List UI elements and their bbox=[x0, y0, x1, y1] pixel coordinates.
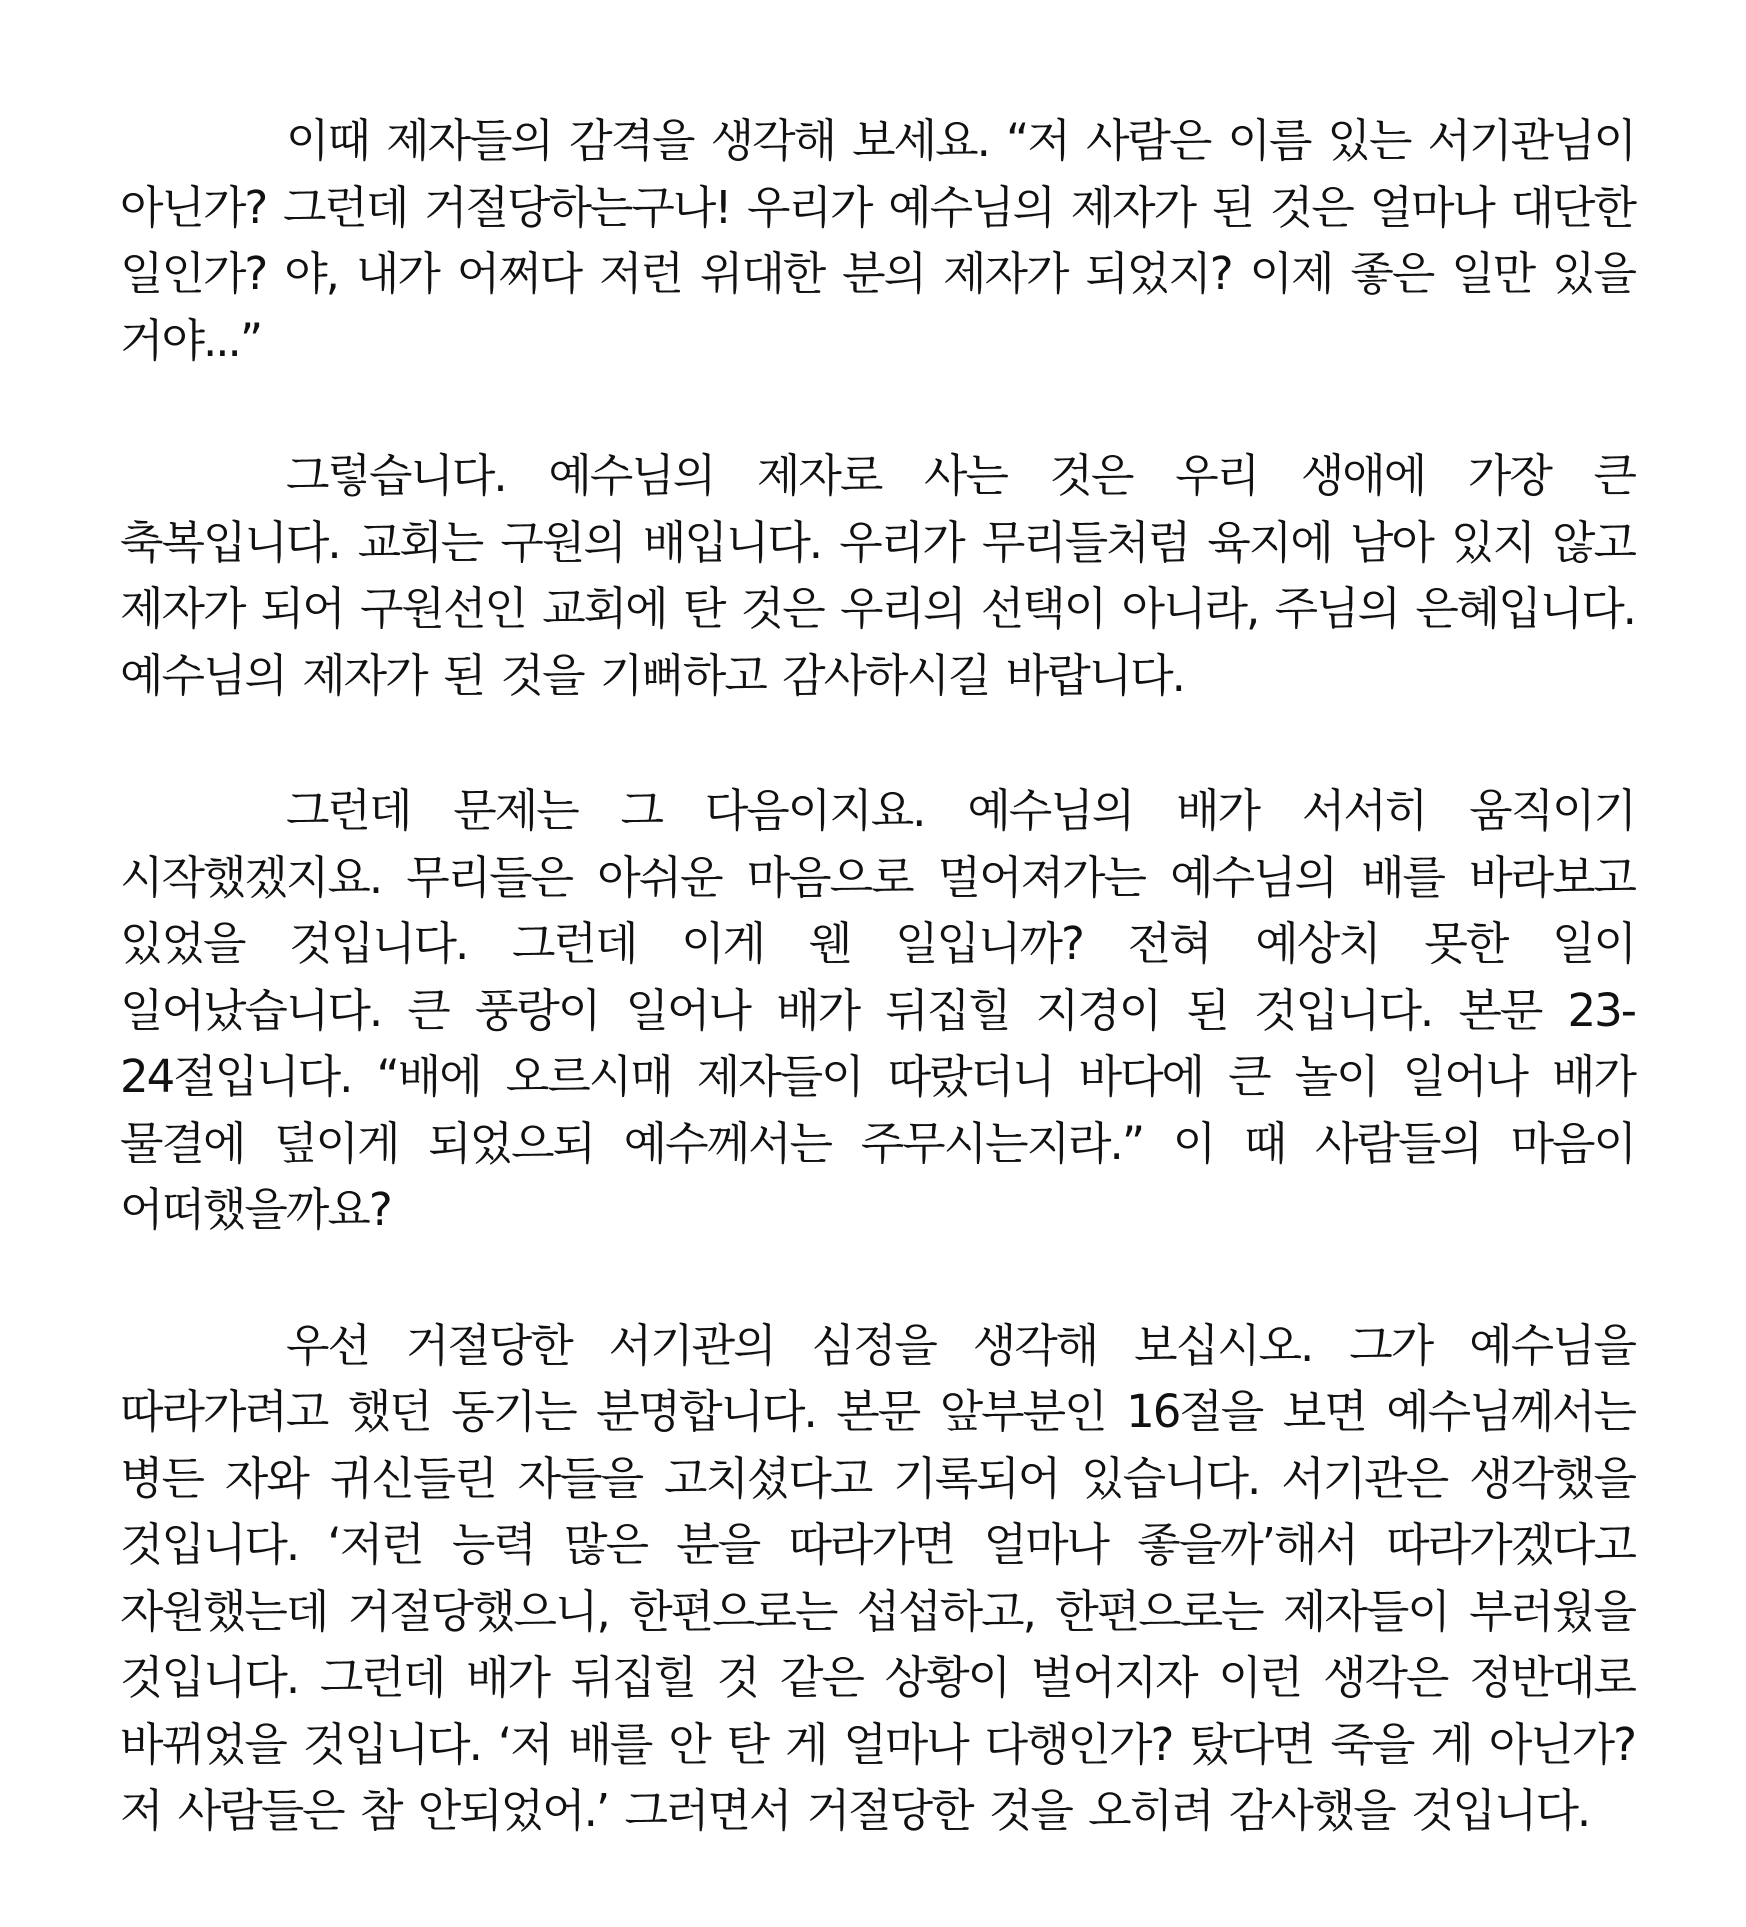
document-page bbox=[120, 108, 1635, 1845]
paragraph-3: 그런데 문제는 그 다음이지요. 예수님의 배가 서서히 움직이기 시작했겠지요. 무리들은 아쉬운 마음으로 멀어져가는 예수님의 배를 바라보고 있었을 것입니다. 그런데 이게 웬 일입니까? 전혀 예상치 못한 일이 일어났습니다. 큰 풍랑이 일어나 배가 뒤집힐 지경이 된 것입니다. 본문 23-24절입니다. “배에 오르시매 제자들이 따랐더니 바다에 큰 놀이 일어나 배가 물결에 덮이게 되었으되 예수께서는 주무시는지라.” 이 때 사람들의 마음이 어떠했을까요? bbox=[120, 784, 1635, 1236]
paragraph-1: 이때 제자들의 감격을 생각해 보세요. “저 사람은 이름 있는 서기관님이 아닌가? 그런데 거절당하는구나! 우리가 예수님의 제자가 된 것은 얼마나 대단한 일인가? 야, 내가 어쩌다 저런 위대한 분의 제자가 되었지? 이제 좋은 일만 있을 거야...” bbox=[120, 114, 1635, 367]
paragraph-4: 우선 거절당한 서기관의 심정을 생각해 보십시오. 그가 예수님을 따라가려고 했던 동기는 분명합니다. 본문 앞부분인 16절을 보면 예수님께서는 병든 자와 귀신들린 자들을 고치셨다고 기록되어 있습니다. 서기관은 생각했을 것입니다. ‘저런 능력 많은 분을 따라가면 얼마나 좋을까’해서 따라가겠다고 자원했는데 거절당했으니, 한편으로는 섭섭하고, 한편으로는 제자들이 부러웠을 것입니다. 그런데 배가 뒤집힐 것 같은 상황이 벌어지자 이런 생각은 정반대로 바뀌었을 것입니다. ‘저 배를 안 탄 게 얼마나 다행인가? 탔다면 죽을 게 아닌가? 저 사람들은 참 안되었어.’ 그러면서 거절당한 것을 오히려 감사했을 것입니다. bbox=[120, 1318, 1635, 1837]
paragraph-2: 그렇습니다. 예수님의 제자로 사는 것은 우리 생애에 가장 큰 축복입니다. 교회는 구원의 배입니다. 우리가 무리들처럼 육지에 남아 있지 않고 제자가 되어 구원선인 교회에 탄 것은 우리의 선택이 아니라, 주님의 은혜입니다. 예수님의 제자가 된 것을 기뻐하고 감사하시길 바랍니다. bbox=[120, 449, 1635, 702]
